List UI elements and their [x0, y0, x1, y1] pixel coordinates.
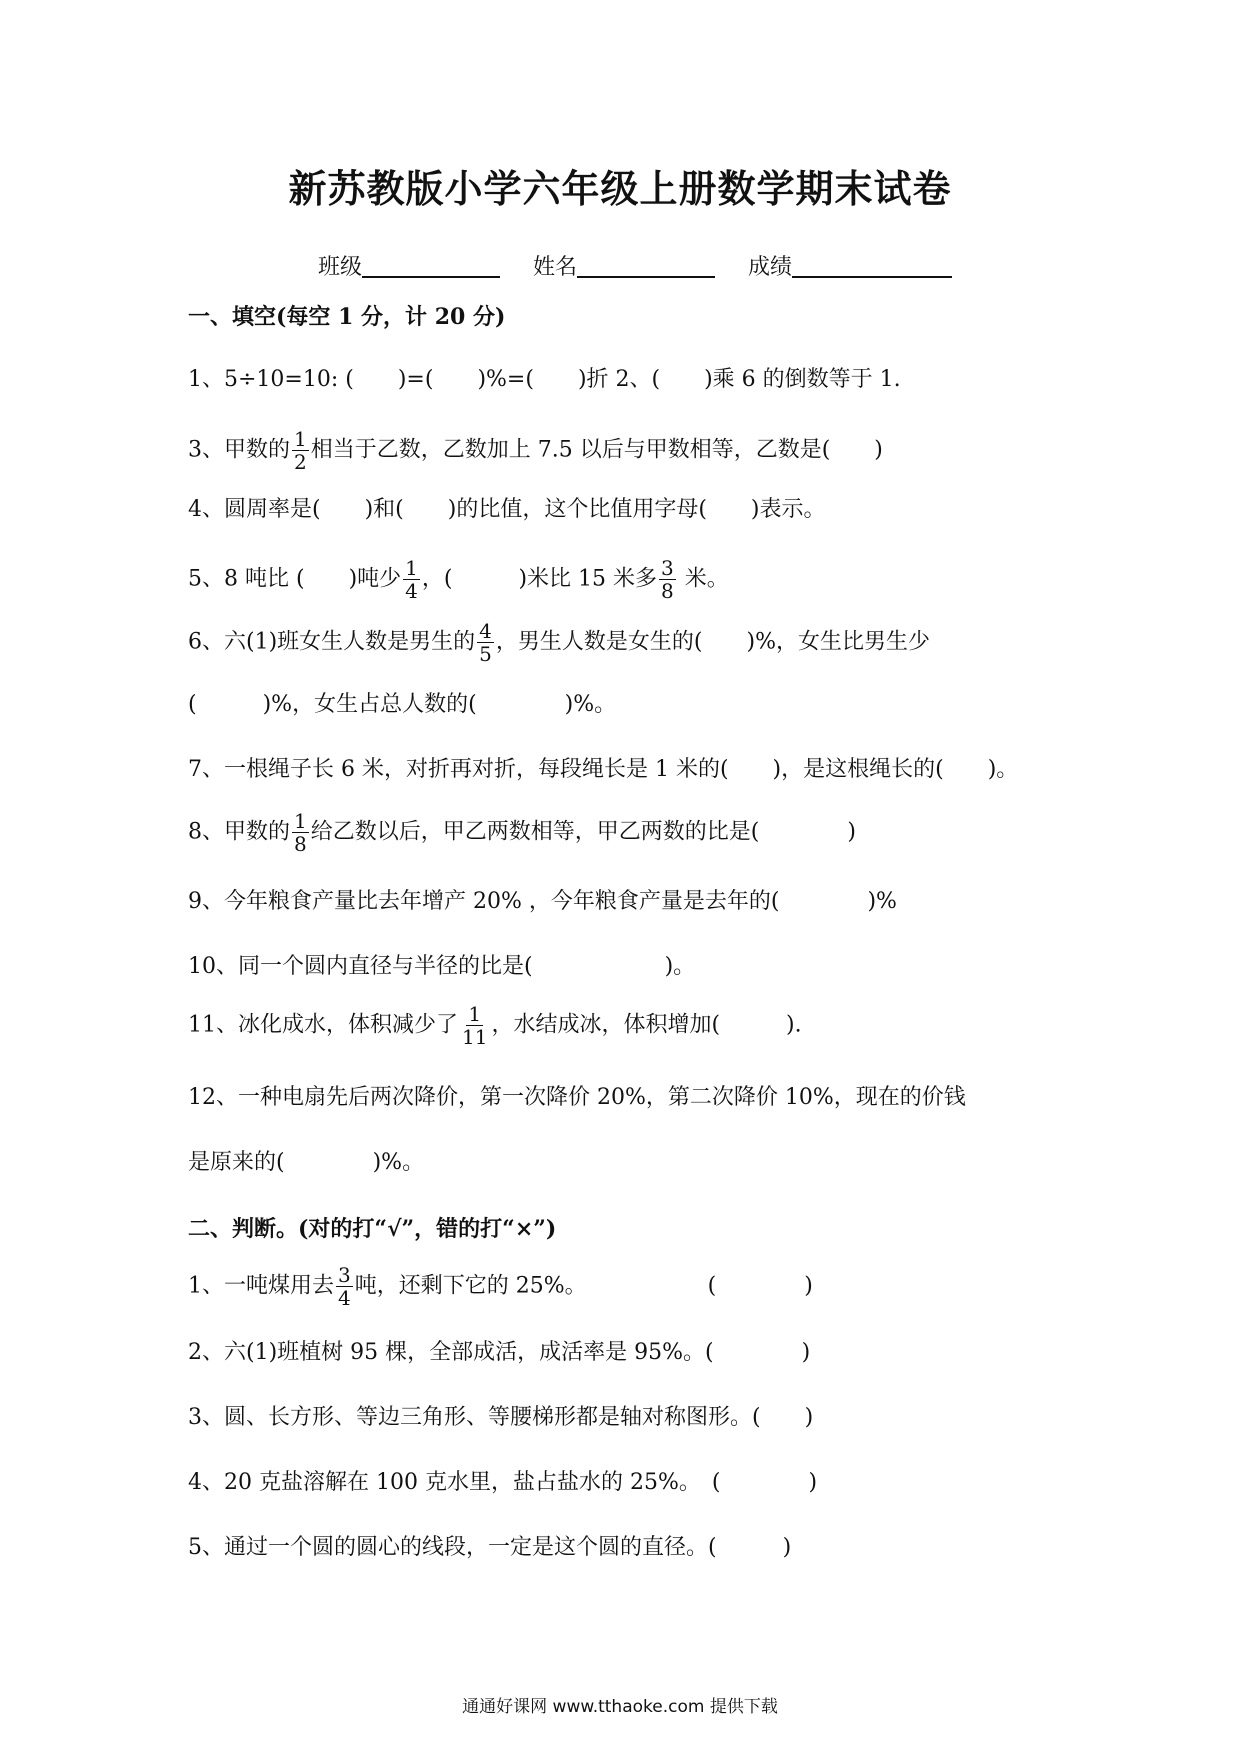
- denominator: 4: [405, 579, 418, 603]
- judgement-3: 3、圆、长方形、等边三角形、等腰梯形都是轴对称图形。( ): [188, 1405, 814, 1430]
- question-1-4: 4、圆周率是( )和( )的比值，这个比值用字母( )表示。: [188, 497, 826, 522]
- q5-text-b: ，( )米比 15 米多: [421, 566, 658, 592]
- fraction: [336, 1264, 353, 1309]
- denominator: 5: [479, 642, 492, 666]
- fraction: [460, 1003, 489, 1048]
- score-label: 成绩: [748, 255, 793, 280]
- score-field: [748, 250, 952, 281]
- denominator: 8: [294, 832, 307, 856]
- j1-text-b: 吨，还剩下它的 25%。 ( ): [354, 1273, 813, 1299]
- denominator: 11: [462, 1025, 488, 1049]
- page-title: 新苏教版小学六年级上册数学期末试卷: [288, 167, 952, 211]
- fraction: [292, 810, 309, 855]
- section-1-heading: 一、填空(每空 1 分，计 20 分): [188, 304, 506, 330]
- numerator: 1: [468, 1002, 482, 1026]
- fraction: [477, 620, 494, 665]
- question-1-7: 7、一根绳子长 6 米，对折再对折，每段绳长是 1 米的( )，是这根绳长的( )。: [188, 757, 1019, 782]
- name-label: 姓名: [533, 255, 578, 280]
- question-1-3: [188, 428, 883, 473]
- fraction: [403, 557, 420, 602]
- numerator: 1: [294, 427, 307, 451]
- numerator: 4: [479, 619, 492, 643]
- student-info-row: [318, 250, 978, 281]
- numerator: 3: [661, 556, 674, 580]
- question-1-5: [188, 557, 729, 602]
- q11-text-a: 11、冰化成水，体积减少了: [188, 1012, 458, 1038]
- fraction: [292, 428, 309, 473]
- class-label: 班级: [318, 255, 363, 280]
- judgement-5: 5、通过一个圆的圆心的线段，一定是这个圆的直径。( ): [188, 1535, 792, 1560]
- question-1-12: 12、一种电扇先后两次降价，第一次降价 20%，第二次降价 10%，现在的价钱: [188, 1085, 966, 1110]
- denominator: 8: [661, 579, 674, 603]
- question-1-11: [188, 1003, 802, 1048]
- q8-text-a: 8、甲数的: [188, 819, 290, 845]
- question-1-10: 10、同一个圆内直径与半径的比是( )。: [188, 954, 696, 979]
- q3-text-a: 3、甲数的: [188, 437, 290, 463]
- j1-text-a: 1、一吨煤用去: [188, 1273, 334, 1299]
- section-2-heading: 二、判断。(对的打“√”，错的打“×”): [188, 1216, 557, 1242]
- judgement-2: 2、六(1)班植树 95 棵，全部成活，成活率是 95%。( ): [188, 1340, 811, 1365]
- denominator: 4: [338, 1286, 351, 1310]
- question-1-6: [188, 620, 930, 665]
- q5-text-c: 米。: [677, 566, 729, 592]
- question-1-8: [188, 810, 856, 855]
- score-blank: [792, 254, 952, 278]
- numerator: 1: [294, 809, 307, 833]
- q11-text-b: ，水结成冰，体积增加( ).: [491, 1012, 802, 1038]
- question-1-6-cont: ( )%，女生占总人数的( )%。: [188, 692, 617, 717]
- class-field: [318, 250, 500, 281]
- footer-credit: 通通好课网 www.tthaoke.com 提供下载: [462, 1697, 778, 1717]
- question-1-12-cont: 是原来的( )%。: [188, 1150, 425, 1175]
- denominator: 2: [294, 450, 307, 474]
- q6-text-b: ，男生人数是女生的( )%，女生比男生少: [495, 629, 930, 655]
- q5-text-a: 5、8 吨比 ( )吨少: [188, 566, 402, 592]
- name-blank: [577, 254, 715, 278]
- question-1-1: 1、5÷10=10: ( )=( )%=( )折 2、( )乘 6 的倒数等于 1.: [188, 367, 901, 392]
- q3-text-b: 相当于乙数，乙数加上 7.5 以后与甲数相等，乙数是( ): [310, 437, 883, 463]
- q6-text-a: 6、六(1)班女生人数是男生的: [188, 629, 476, 655]
- question-1-9: 9、今年粮食产量比去年增产 20% ，今年粮食产量是去年的( )%: [188, 889, 897, 914]
- numerator: 1: [405, 556, 418, 580]
- fraction: [659, 557, 676, 602]
- judgement-1: [188, 1264, 813, 1309]
- judgement-4: 4、20 克盐溶解在 100 克水里，盐占盐水的 25%。 ( ): [188, 1470, 818, 1495]
- name-field: [533, 250, 715, 281]
- q8-text-b: 给乙数以后，甲乙两数相等，甲乙两数的比是( ): [310, 819, 856, 845]
- numerator: 3: [338, 1263, 351, 1287]
- class-blank: [362, 254, 500, 278]
